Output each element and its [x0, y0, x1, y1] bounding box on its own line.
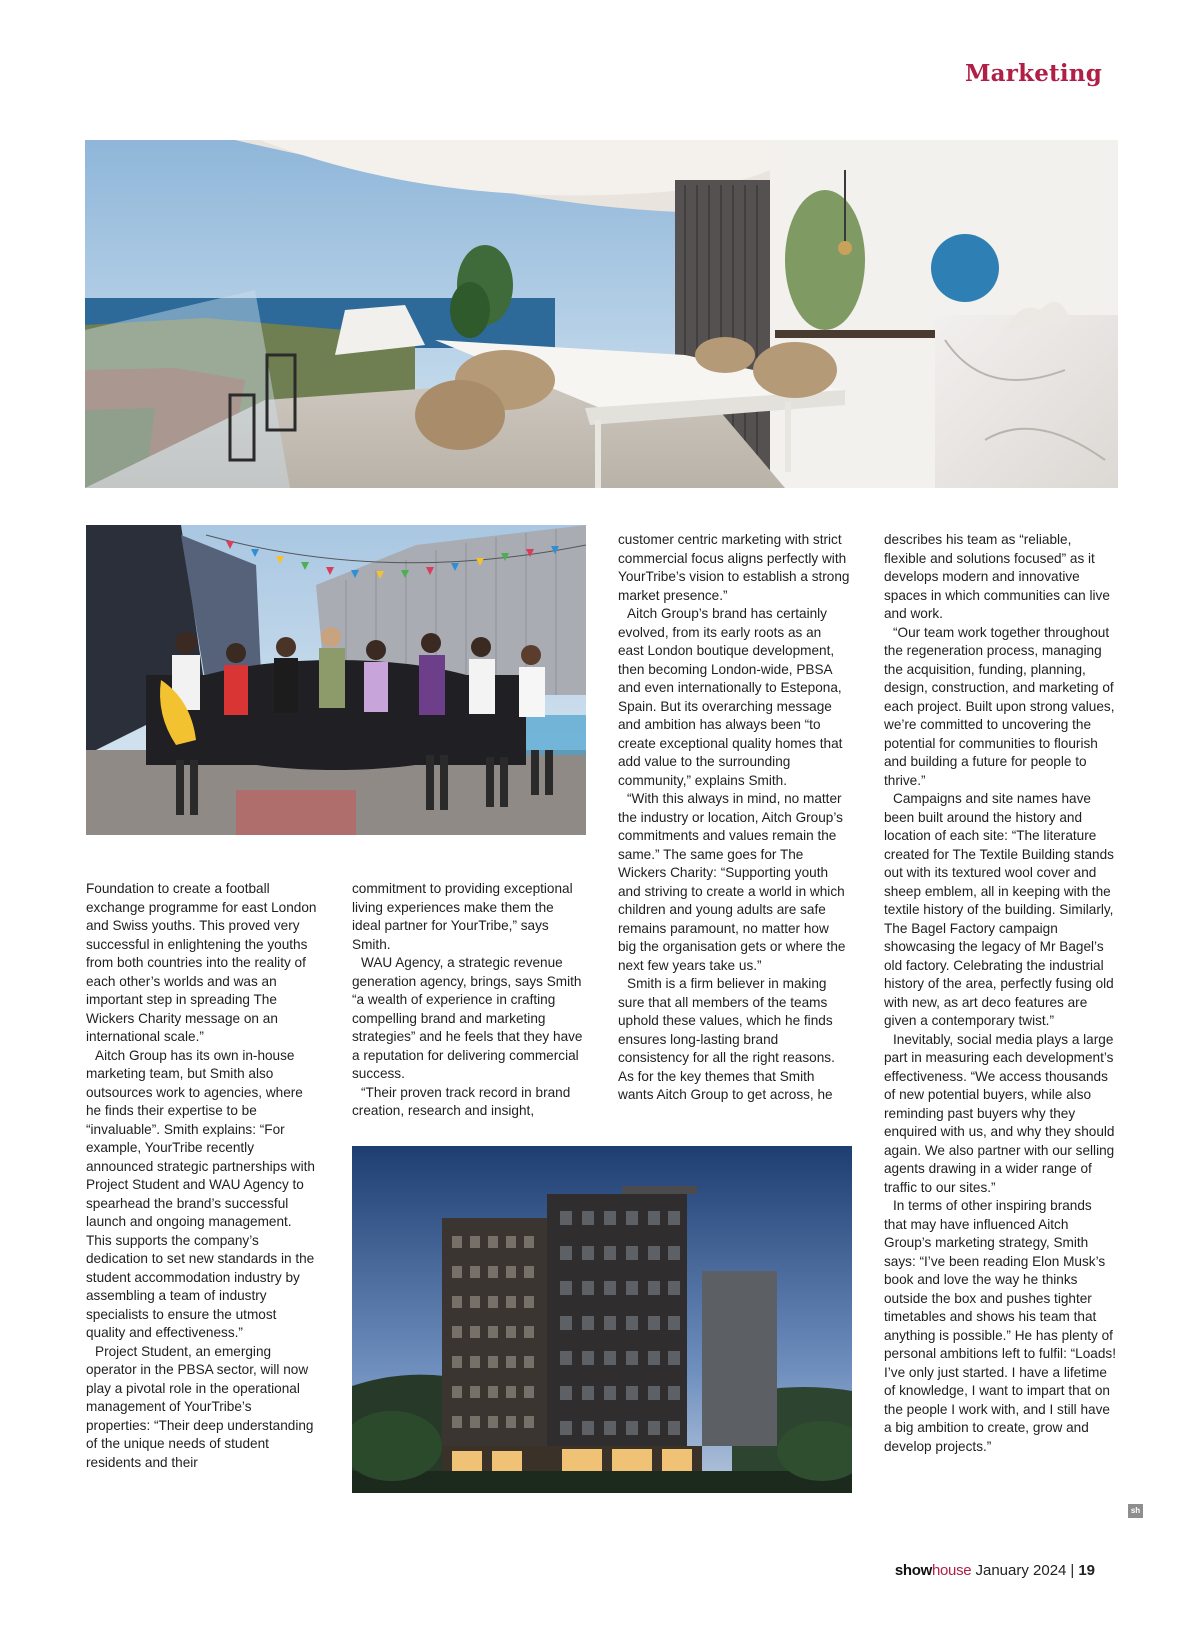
footer-brand-light: house	[931, 1562, 972, 1579]
paragraph: Inevitably, social media plays a large part in measuring each development’s effectiveness. “We access thousands of new potential buyers, while also reminding past buyers why they enquired with us, and why they should again. We also partner with our selling agents drawing in a wider range of traffic to our sites.”	[884, 1031, 1115, 1195]
end-mark: sh	[1128, 1504, 1143, 1518]
paragraph: WAU Agency, a strategic revenue generation agency, brings, says Smith “a wealth of experience in crafting compelling brand and marketing strategies” and he feels that they have a reputation for delivering commercial success.	[352, 955, 583, 1081]
footer-separator: |	[1070, 1562, 1075, 1579]
paragraph: Aitch Group has its own in-house marketing team, but Smith also outsources work to agencies, where he finds their expertise to be “invaluable”. Smith explains: “For example, YourTribe recently announced strategic partnerships with Project Student and WAU Agency to spearhead the brand’s successful launch and ongoing management. This supports the company’s dedication to set new standards in the student accommodation industry by assembling a team of industry specialists to ensure the utmost quality and effectiveness.”	[86, 1047, 315, 1340]
tower-photo	[352, 1146, 852, 1493]
footer-date: January 2024	[975, 1562, 1067, 1579]
paragraph: Campaigns and site names have been built around the history and location of each site: “The literature created for The Textile Building stands out with its textured wool cover and sheep emblem, all in keeping with the textile history of the building. Similarly, The Bagel Factory campaign showcasing the legacy of Mr Bagel’s old factory. Celebrating the industrial history of the area, perfectly fusing old with new, as art deco features are given a contemporary twist.”	[884, 791, 1114, 1028]
paragraph: Aitch Group’s brand has certainly evolved, from its early roots as an east London boutique development, then becoming London-wide, PBSA and even internationally to Estepona, Spain. But its overarching message and ambition has always been “to create exceptional quality homes that add value to the surrounding community,” explains Smith.	[618, 606, 843, 788]
paragraph: “Their proven track record in brand creation, research and insight,	[352, 1084, 571, 1118]
text-column-2	[352, 880, 584, 1121]
group-photo	[86, 525, 586, 835]
page-footer	[895, 1562, 1095, 1579]
paragraph: describes his team as “reliable, flexible and solutions focused” as it develops modern and innovative spaces in which communities can live and work.	[884, 532, 1110, 621]
text-column-1	[86, 880, 318, 1472]
text-column-4	[884, 531, 1116, 1456]
paragraph: In terms of other inspiring brands that may have influenced Aitch Group’s marketing strategy, Smith says: “I’ve been reading Elon Musk’s book and love the way he thinks outside the box and pushes tighter timetables and shows his team that anything is possible.” He has plenty of personal ambitions left to fulfil: “Loads! I’ve only just started. I have a lifetime of knowledge, I want to impart that on the people I work with, and I still have a big ambition to create, grow and develop projects.”	[884, 1198, 1116, 1454]
tower-image	[352, 1146, 852, 1493]
footer-brand-bold: show	[894, 1562, 932, 1579]
paragraph: customer centric marketing with strict commercial focus aligns perfectly with YourTribe’s vision to establish a strong market presence.”	[618, 532, 850, 603]
text-column-3	[618, 531, 850, 1105]
paragraph: Foundation to create a football exchange programme for east London and Swiss youths. This proved very successful in enlightening the youths from both countries into the reality of each other’s worlds and was an important step in spreading The Wickers Charity message on an international scale.”	[86, 881, 317, 1044]
paragraph: commitment to providing exceptional living experiences make them the ideal partner for YourTribe,” says Smith.	[352, 881, 573, 952]
paragraph: “Our team work together throughout the regeneration process, managing the acquisition, funding, planning, design, construction, and marketing of each project. Built upon strong values, we’re committed to uncovering the potential for communities to flourish and building a future for people to thrive.”	[884, 624, 1115, 788]
page-number: 19	[1078, 1562, 1095, 1579]
section-tag: Marketing	[964, 60, 1102, 87]
paragraph: “With this always in mind, no matter the industry or location, Aitch Group’s commitments and values remain the same.” The same goes for The Wickers Charity: “Supporting youth and striving to create a world in which children and young adults are safe remains paramount, no matter how big the organisation gets or where the next few years take us.”	[618, 791, 846, 973]
terrace-photo	[85, 140, 1118, 488]
paragraph: Smith is a firm believer in making sure that all members of the teams uphold these values, which he finds ensures long-lasting brand consistency for all the right reasons. As for the key themes that Smith wants Aitch Group to get across, he	[618, 976, 835, 1102]
group-image	[86, 525, 586, 835]
paragraph: Project Student, an emerging operator in the PBSA sector, will now play a pivotal role in the operational management of YourTribe’s properties: “Their deep understanding of the unique needs of student residents and their	[86, 1343, 314, 1470]
terrace-image	[85, 140, 1118, 488]
